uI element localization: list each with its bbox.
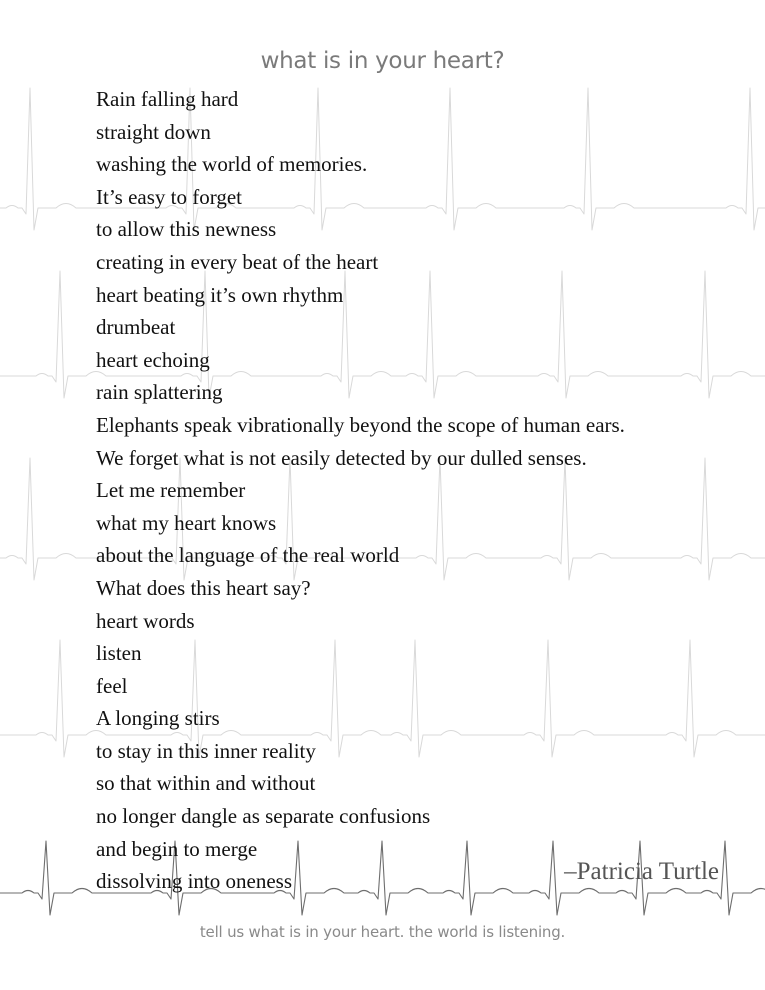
poem-line: drumbeat [96,315,176,340]
poem-line: no longer dangle as separate confusions [96,804,431,829]
poem-line: dissolving into oneness [96,869,293,894]
poem-line: creating in every beat of the heart [96,249,379,274]
poem-line: heart echoing [96,347,210,372]
poem-body [96,83,716,898]
poem-line: feel [96,673,128,698]
poem-line: straight down [96,119,211,144]
poem-line: rain splattering [96,380,223,405]
poem-line: listen [96,641,142,666]
footer-tagline: tell us what is in your heart. the world is listening. [199,923,566,941]
poem-line: We forget what is not easily detected by our dulled senses. [96,445,587,470]
poem-line: what my heart knows [96,510,277,535]
poem-line: Rain falling hard [96,87,239,111]
poem-line: What does this heart say? [96,575,311,600]
poem-author: –Patricia Turtle [564,858,719,885]
poem-line: so that within and without [96,771,316,796]
poem-line: It’s easy to forget [96,184,242,209]
poem-line: A longing stirs [96,706,220,731]
poem-line: heart words [96,608,195,633]
poem-line: heart beating it’s own rhythm [96,282,344,307]
poem-line: Let me remember [96,478,246,503]
page-title: what is in your heart? [260,48,505,74]
poem-line: Elephants speak vibrationally beyond the scope of human ears. [96,412,625,437]
poem-line: to stay in this inner reality [96,738,316,763]
poem-line: to allow this newness [96,217,277,242]
poem-line: about the language of the real world [96,543,400,568]
poem-line: and begin to merge [96,836,258,861]
poem-line: washing the world of memories. [96,152,368,177]
